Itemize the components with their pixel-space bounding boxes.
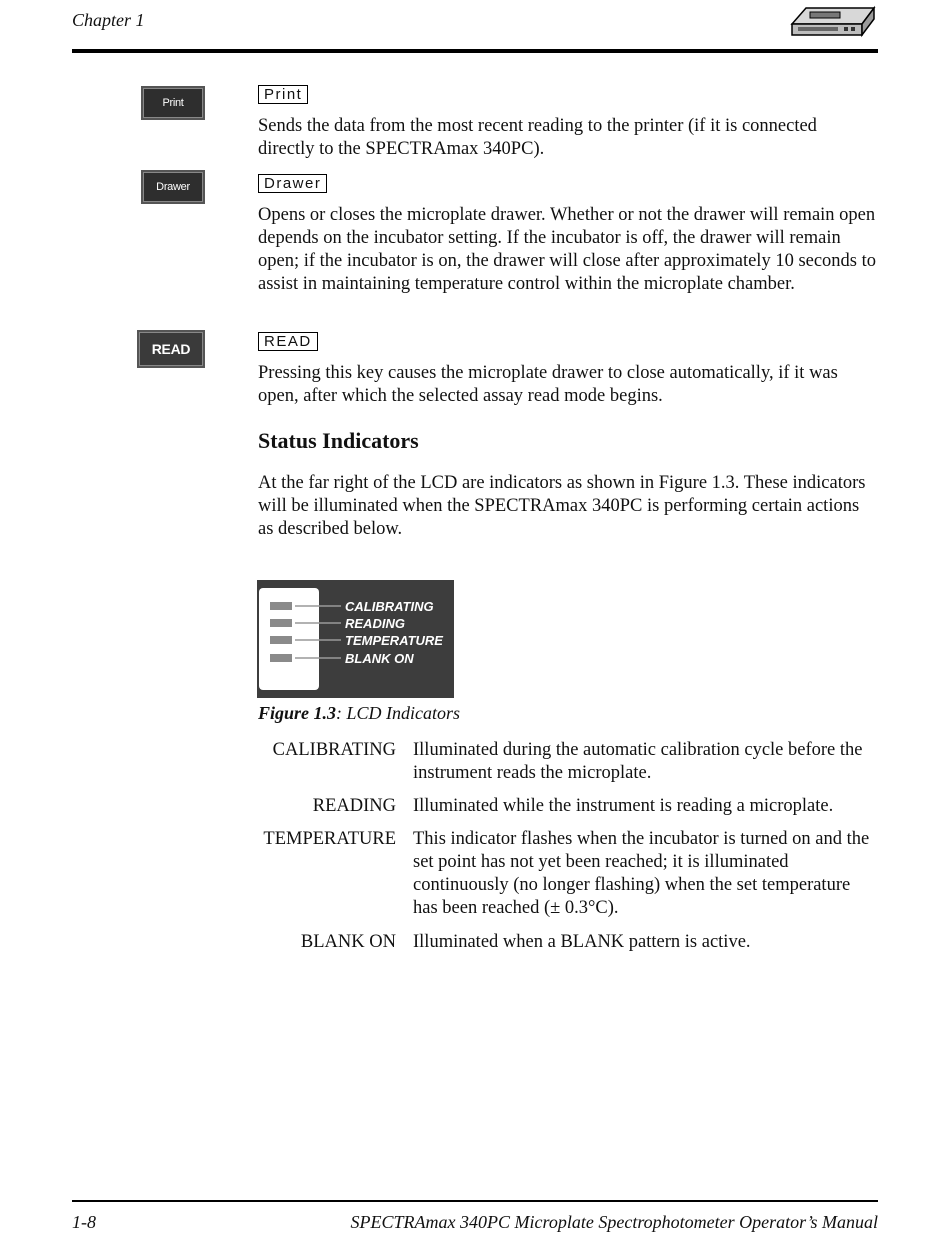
footer-rule: [72, 1200, 878, 1202]
print-key-button: Print: [141, 86, 205, 120]
indicator-definition: Illuminated during the automatic calibration cycle before the instrument reads the microplate.: [413, 740, 863, 783]
indicator-definition: Illuminated when a BLANK pattern is active.: [413, 932, 751, 952]
figure-caption: [258, 703, 460, 724]
indicator-term: CALIBRATING: [272, 740, 396, 760]
indicator-definition: Illuminated while the instrument is reading a microplate.: [413, 796, 834, 816]
page-number: 1-8: [72, 1212, 96, 1232]
figure-number: Figure 1.3: [258, 703, 337, 723]
section-heading: Status Indicators: [258, 428, 419, 453]
chapter-label: Chapter 1: [72, 10, 145, 30]
print-key-label: Print: [258, 85, 308, 104]
indicator-term: TEMPERATURE: [263, 829, 396, 849]
lcd-label-blank-on: BLANK ON: [345, 651, 414, 666]
lcd-label-calibrating: CALIBRATING: [345, 599, 434, 614]
indicator-definition: This indicator flashes when the incubator is turned on and the set point has not yet been reached; it is illuminated continuously (no longer flashing) when the set temperature has been reached (± 0.3°C).: [413, 829, 870, 918]
drawer-key-label: Drawer: [258, 174, 327, 193]
status-intro: At the far right of the LCD are indicators as shown in Figure 1.3. These indicators will be illuminated when the SPECTRAmax 340PC is performing certain actions as described below.: [258, 473, 866, 539]
microplate-reader-icon: [788, 2, 878, 38]
header-rule: [72, 49, 878, 53]
print-key-description: Sends the data from the most recent reading to the printer (if it is connected directly to the SPECTRAmax 340PC).: [258, 116, 817, 159]
manual-title: SPECTRAmax 340PC Microplate Spectrophotometer Operator’s Manual: [350, 1212, 878, 1232]
lcd-label-temperature: TEMPERATURE: [345, 633, 443, 648]
figure-caption-text: : LCD Indicators: [336, 703, 461, 723]
lcd-indicators-figure: [257, 580, 454, 698]
indicator-term: READING: [312, 796, 396, 816]
read-key-description: Pressing this key causes the microplate drawer to close automatically, if it was open, after which the selected assay read mode begins.: [258, 363, 838, 406]
lcd-label-reading: READING: [345, 616, 405, 631]
drawer-key-button: Drawer: [141, 170, 205, 204]
indicator-term: BLANK ON: [300, 932, 396, 952]
read-key-button: READ: [137, 330, 205, 368]
drawer-key-description: Opens or closes the microplate drawer. Whether or not the drawer will remain open depends on the incubator setting. If the incubator is off, the drawer will remain open; if the incubator is on, the drawer will close after approximately 10 seconds to assist in maintaining temperature control within the microplate chamber.: [258, 205, 877, 294]
read-key-label: READ: [258, 332, 318, 351]
